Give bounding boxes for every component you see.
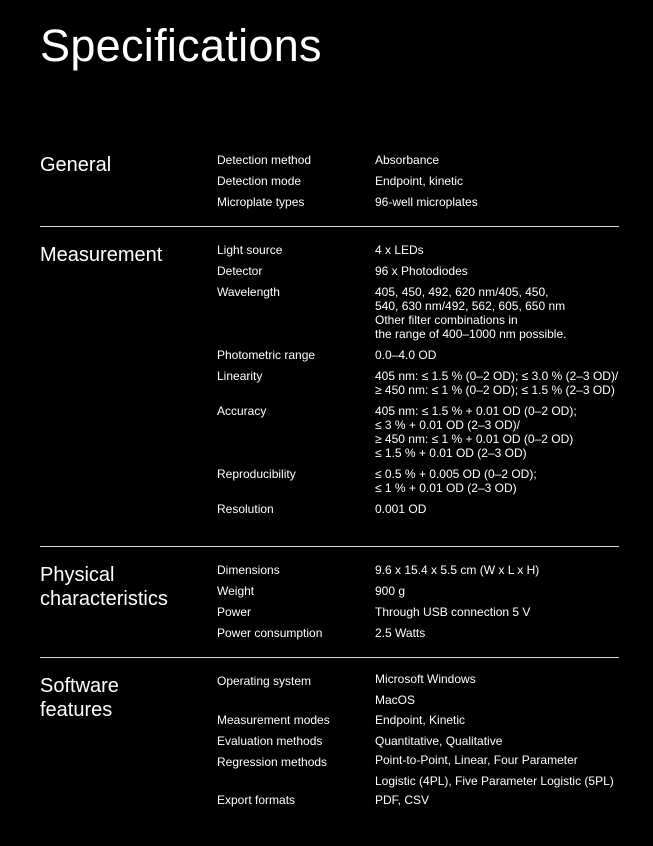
spec-value: ≤ 0.5 % + 0.005 OD (0–2 OD); ≤ 1 % + 0.01 OD (2–3 OD) <box>375 467 537 495</box>
spec-label: Linearity <box>217 369 263 383</box>
spec-label: Dimensions <box>217 563 280 577</box>
spec-value: 4 x LEDs <box>375 243 424 257</box>
spec-label: Detection method <box>217 153 312 167</box>
section-title: Physical characteristics <box>40 564 168 610</box>
spec-value: 405, 450, 492, 620 nm/405, 450, 540, 630 nm/492, 562, 605, 650 nm Other filter combinations in the range of 400–1000 nm possible. <box>375 285 567 341</box>
spec-value: Point-to-Point, Linear, Four Parameter Logistic (4PL), Five Parameter Logistic (5PL) <box>375 752 614 788</box>
spec-row <box>217 264 619 285</box>
spec-label: Regression methods <box>217 754 328 769</box>
spec-row <box>217 502 619 523</box>
spec-value: 2.5 Watts <box>375 626 426 640</box>
section-title: Measurement <box>40 244 163 266</box>
section-divider <box>40 226 619 227</box>
spec-value: PDF, CSV <box>375 793 430 807</box>
spec-label: Export formats <box>217 793 296 807</box>
section-divider <box>40 546 619 547</box>
spec-table-software <box>217 674 619 814</box>
spec-value: 96 x Photodiodes <box>375 264 468 278</box>
spec-row <box>217 605 619 626</box>
spec-row <box>217 626 619 647</box>
spec-row <box>217 674 619 713</box>
spec-label: Operating system <box>217 674 312 688</box>
spec-row <box>217 584 619 605</box>
spec-row <box>217 713 619 734</box>
spec-table-general <box>217 153 619 216</box>
spec-value: 0.001 OD <box>375 502 427 516</box>
spec-value: 0.0–4.0 OD <box>375 348 437 362</box>
spec-value: Endpoint, Kinetic <box>375 712 466 727</box>
spec-table-physical <box>217 563 619 647</box>
spec-row <box>217 195 619 216</box>
spec-label: Evaluation methods <box>217 733 323 748</box>
spec-label: Detection mode <box>217 174 302 188</box>
spec-row <box>217 755 619 794</box>
spec-value: 405 nm: ≤ 1.5 % (0–2 OD); ≤ 3.0 % (2–3 OD)/ ≥ 450 nm: ≤ 1 % (0–2 OD); ≤ 1.5 % (2–3 OD) <box>375 369 619 397</box>
spec-value: Endpoint, kinetic <box>375 174 464 188</box>
spec-row <box>217 793 619 814</box>
spec-label: Power consumption <box>217 626 323 640</box>
spec-row <box>217 243 619 264</box>
spec-label: Power <box>217 605 252 619</box>
spec-value: Quantitative, Qualitative <box>375 733 503 748</box>
page-title: Specifications <box>40 20 322 71</box>
spec-value: Through USB connection 5 V <box>375 605 531 619</box>
spec-label: Detector <box>217 264 263 278</box>
spec-label: Accuracy <box>217 404 267 418</box>
spec-label: Resolution <box>217 502 274 516</box>
spec-row <box>217 404 619 467</box>
spec-row <box>217 348 619 369</box>
spec-row <box>217 285 619 348</box>
spec-label: Wavelength <box>217 285 280 299</box>
spec-row <box>217 174 619 195</box>
spec-label: Photometric range <box>217 348 316 362</box>
spec-row <box>217 734 619 755</box>
spec-label: Microplate types <box>217 195 305 209</box>
section-title: General <box>40 154 112 176</box>
section-title: Software features <box>40 675 119 721</box>
spec-value: Absorbance <box>375 153 440 167</box>
spec-row <box>217 369 619 404</box>
spec-label: Light source <box>217 243 283 257</box>
spec-value: Microsoft Windows MacOS <box>375 672 476 707</box>
spec-row <box>217 467 619 502</box>
spec-value: 405 nm: ≤ 1.5 % + 0.01 OD (0–2 OD); ≤ 3 % + 0.01 OD (2–3 OD)/ ≥ 450 nm: ≤ 1 % + 0.01 OD (0–2 OD) ≤ 1.5 % + 0.01 OD (2–3 OD) <box>375 404 577 460</box>
spec-label: Reproducibility <box>217 467 296 481</box>
section-divider <box>40 657 619 658</box>
spec-label: Weight <box>217 584 255 598</box>
spec-value: 96-well microplates <box>375 195 478 209</box>
spec-row <box>217 153 619 174</box>
spec-label: Measurement modes <box>217 712 330 727</box>
spec-row <box>217 563 619 584</box>
spec-value: 9.6 x 15.4 x 5.5 cm (W x L x H) <box>375 563 540 577</box>
spec-value: 900 g <box>375 584 406 598</box>
spec-table-measurement <box>217 243 619 523</box>
